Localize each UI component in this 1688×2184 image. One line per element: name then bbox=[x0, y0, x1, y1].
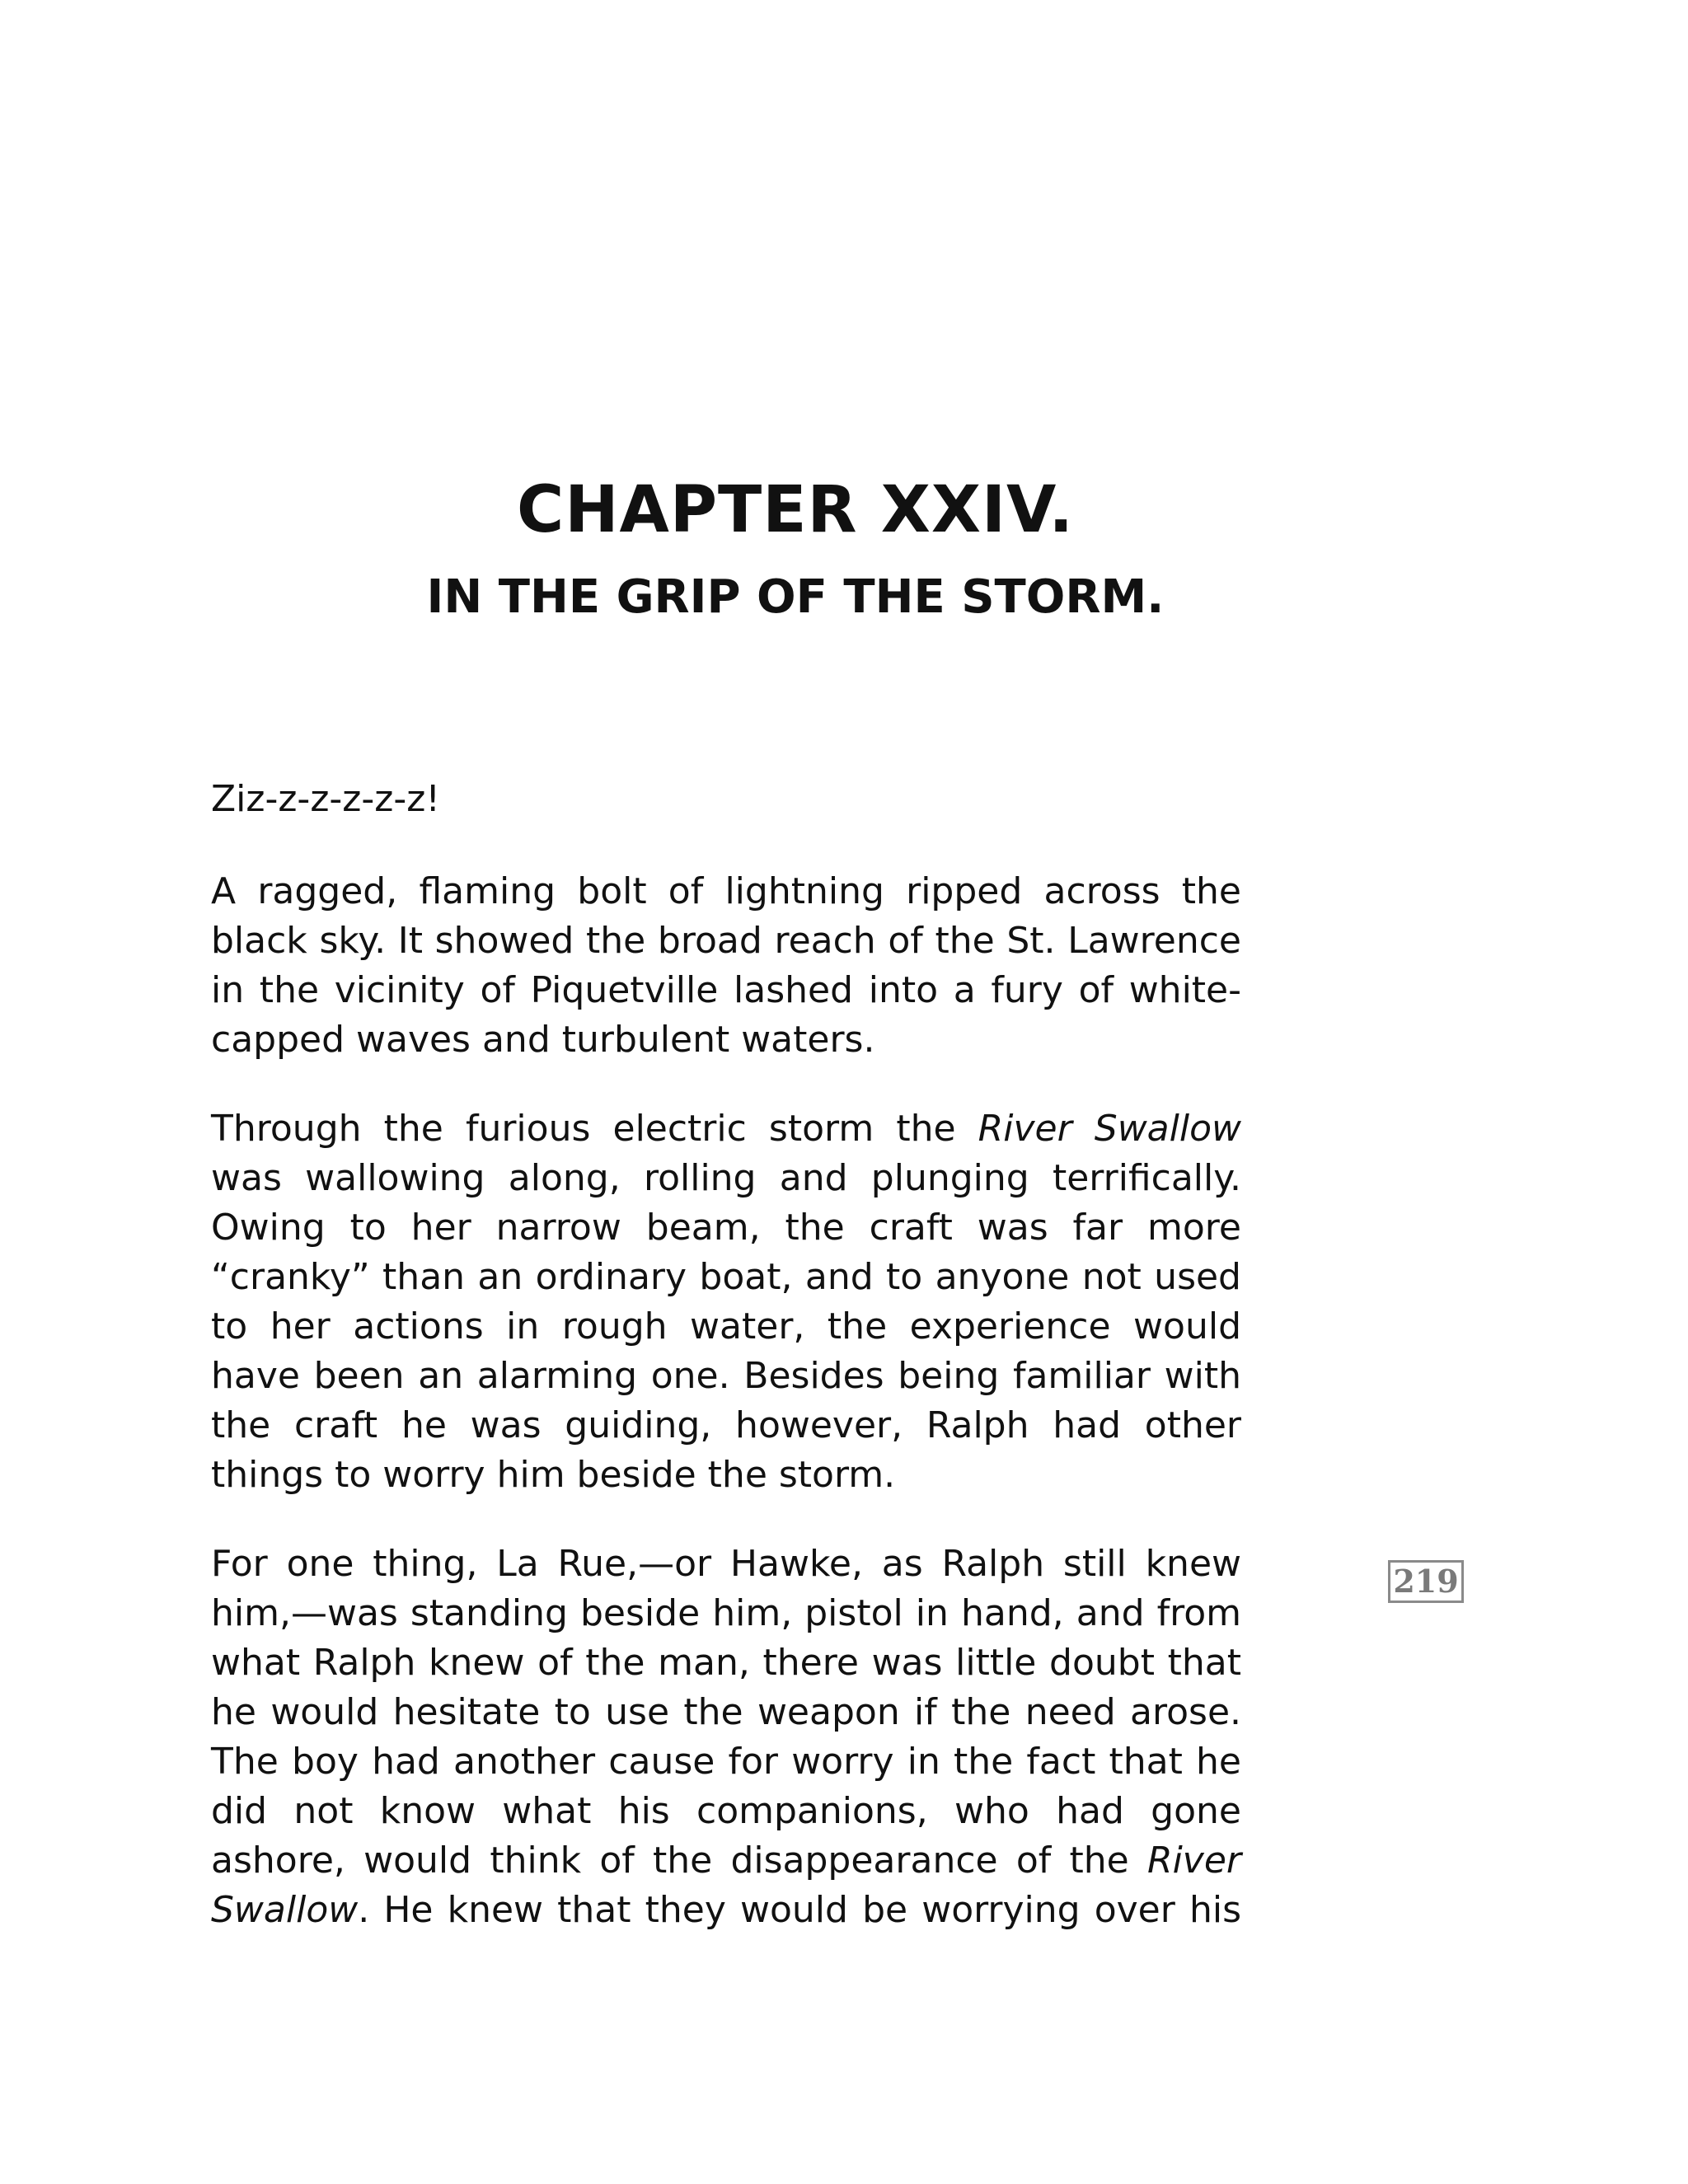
body-text bbox=[211, 775, 1241, 1935]
paragraph-4-boat-name: River Swallow bbox=[211, 1840, 1241, 1931]
page-number: 219 bbox=[1388, 1560, 1464, 1603]
paragraph-3-text-end: was wallowing along, rolling and plunging terrifically. Owing to her narrow beam, the craft was far more “cranky” than an ordinary boat, and to anyone not used to her actions in rough water, the experience would have been an alarming one. Besides being familiar with the craft he was guiding, however, Ralph had other things to worry him beside the storm. bbox=[211, 1157, 1241, 1496]
paragraph-2: A ragged, flaming bolt of lightning ripped across the black sky. It showed the broad reach of the St. Lawrence in the vicinity of Piquetville lashed into a fury of white-capped waves and turbulent waters. bbox=[211, 870, 1241, 1061]
paragraph-3-boat-name: River Swallow bbox=[978, 1108, 1242, 1150]
paragraph-1: Ziz-z-z-z-z-z! bbox=[211, 778, 440, 820]
chapter-number: CHAPTER XXIV. bbox=[517, 473, 1074, 547]
paragraph-3 bbox=[211, 1104, 1241, 1500]
paragraph-3-text-start: Through the furious electric storm the bbox=[211, 1108, 978, 1150]
paragraph-4 bbox=[211, 1540, 1241, 1935]
paragraph-4-text-end: . He knew that they would be worrying over his bbox=[358, 1889, 1241, 1931]
paragraph-4-text-start: For one thing, La Rue,—or Hawke, as Ralph still knew him,—was standing beside him, pistol in hand, and from what Ralph knew of the man, there was little doubt that he would hesitate to use the weapon if the need arose. The boy had another cause for worry in the fact that he did not know what his companions, who had gone ashore, would think of the disappearance of the bbox=[211, 1543, 1241, 1882]
chapter-title: IN THE GRIP OF THE STORM. bbox=[426, 570, 1165, 624]
